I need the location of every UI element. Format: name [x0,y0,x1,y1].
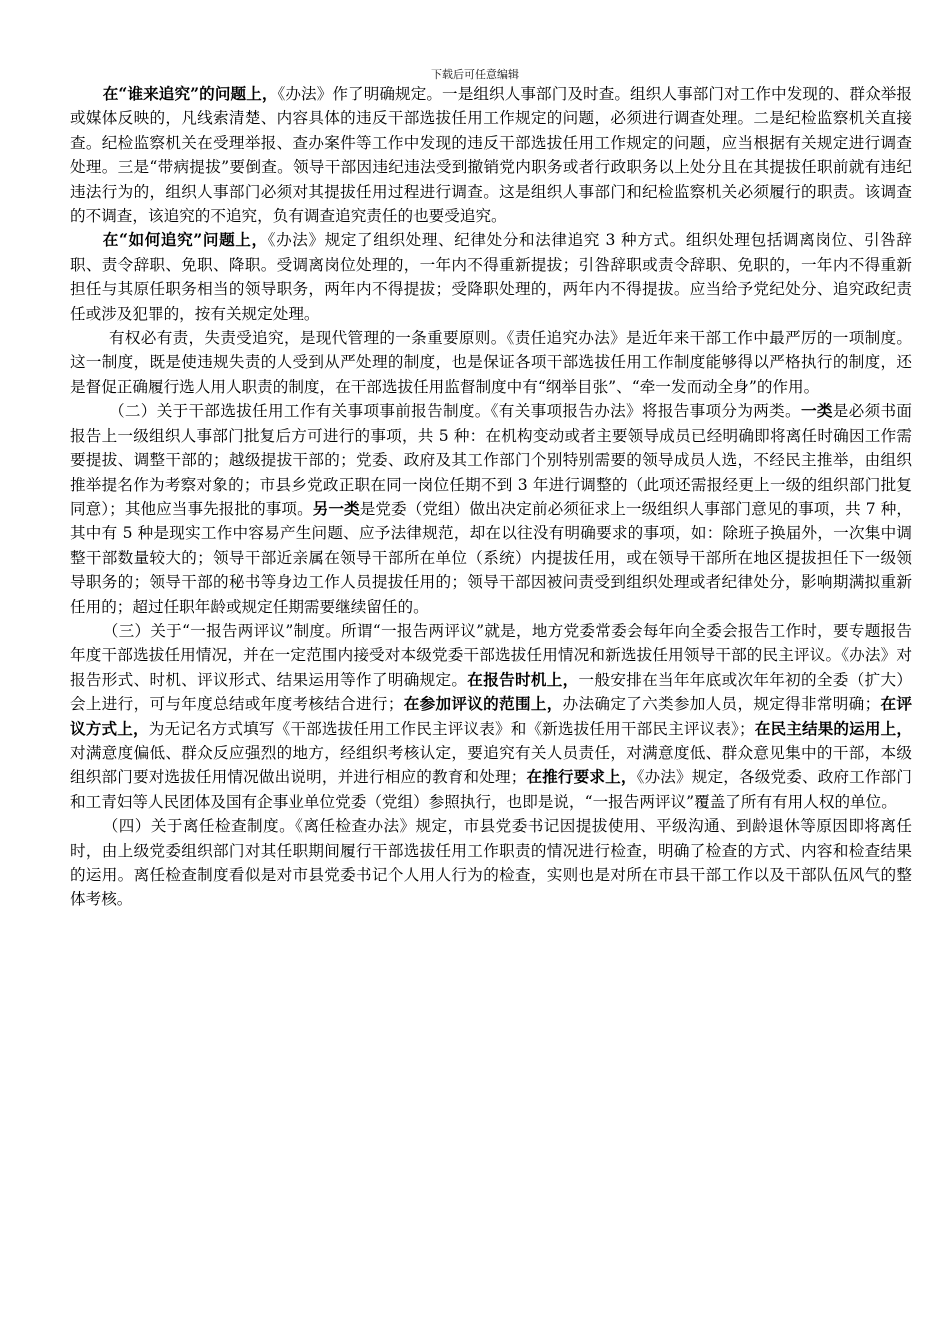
text-run: （四）关于离任检查制度。《离任检查办法》规定，市县党委书记因提拔使用、平级沟通、到龄退休等原因即将离任时，由上级党委组织部门对其任职期间履行干部选拔任用工作职责的情况进行检查，明确了检查的方式、内容和检查结果的运用。离任检查制度看似是对市县党委书记个人用人行为的检查，实则也是对所在市县干部工作以及干部队伍风气的整体考核。 [70,817,912,909]
text-run: （三）关于“一报告两评议”制度。所谓“一报告两评议”就是，地方党委常委会每年向全委会报告工作时，要专题报告年度干部选拔任用情况，并在一定范围内接受对本级党委干部选拔任用情况和新选拔任用领导干部的民主评议。《办法》对报告形式、时机、评议形式、结果运用等作了明确规定。 [70,621,912,689]
bold-run: 在评议方式上， [70,694,912,738]
bold-run: 在“谁来追究”的问题上， [102,84,278,103]
paragraph-accountability-principle [70,326,912,399]
text-run: （二）关于干部选拔任用工作有关事项事前报告制度。《有关事项报告办法》将报告事项分为两类。 [109,402,801,421]
bold-run: 一类 [800,401,833,421]
text-run: 是必须书面报告上一级组织人事部门批复后方可进行的事项，共 5 种：在机构变动或者主要领导成员已经明确即将离任时确因工作需要提拔、调整干部的；越级提拔干部的；党委、政府及其工作部门个别特别需要的领导成员人选，不经民主推举，由组织推举提名作为考察对象的；市县乡党政正职在同一岗位任期不到 3 年进行调整的（此项还需报经更上一级的组织部门批复同意）；其他应当事先报批的事项。 [70,402,912,518]
paragraph-prior-report-system [70,399,912,619]
bold-run: 在参加评议的范围上， [403,694,563,714]
paragraph-one-report-two-reviews [70,619,912,814]
text-run: 办法确定了六类参加人员，规定得非常明确； [562,695,881,714]
bold-run: 在报告时机上， [467,669,579,689]
text-run: 《办法》规定了组织处理、纪律处分和法律追究 3 种方式。组织处理包括调离岗位、引咎辞职、责令辞职、免职、降职。受调离岗位处理的，一年内不得重新提拔；引咎辞职或责令辞职、免职的，一年内不得重新担任与其原任职务相当的领导职务，两年内不得提拔；受降职处理的，两年内不得提拔。应当给予党纪处分、追究政纪责任或涉及犯罪的，按有关规定处理。 [70,231,912,323]
text-run: 《办法》规定，各级党委、政府工作部门和工青妇等人民团体及国有企事业单位党委（党组）参照执行，也即是说，“一报告两评议”覆盖了所有有用人权的单位。 [70,768,912,811]
bold-run: 在民主结果的运用上， [754,718,912,738]
document-body [70,82,912,912]
text-run: 有权必有责，失责受追究，是现代管理的一条重要原则。《责任追究办法》是近年来干部工作中最严厉的一项制度。这一制度，既是使违规失责的人受到从严处理的制度，也是保证各项干部选拔任用工作制度能够得以严格执行的制度，还是督促正确履行选人用人职责的制度，在干部选拔任用监督制度中有“纲举目张”、“牵一发而动全身”的作用。 [70,329,912,396]
page-header: 下载后可任意编辑 [431,68,519,81]
text-run: 一般安排在当年年底或次年年初的全委（扩大）会上进行，可与年度总结或年度考核结合进行； [70,670,912,714]
paragraph-how-to-investigate [70,228,912,326]
text-run: 为无记名方式填写《干部选拔任用工作民主评议表》和《新选拔任用干部民主评议表》； [148,719,755,738]
text-run: 是党委（党组）做出决定前必须征求上一级组织人事部门意见的事项，共 7 种，其中有 5 种是现实工作中容易产生问题、应予法律规范，却在以往没有明确要求的事项，如：除班子换届外，一次集中调整干部数量较大的；领导干部近亲属在领导干部所在单位（系统）内提拔任用，或在领导干部所在地区提拔担任下一级领导职务的；领导干部的秘书等身边工作人员提拔任用的；领导干部因被问责受到组织处理或者纪律处分，影响期满拟重新任用的；超过任职年龄或规定任期需要继续留任的。 [70,499,912,616]
bold-run: 在“如何追究”问题上， [102,230,268,250]
bold-run: 另一类 [312,498,360,518]
text-run: 对满意度偏低、群众反应强烈的地方，经组织考核认定，要追究有关人员责任，对满意度低、群众意见集中的干部，本级组织部门要对选拔任用情况做出说明，并进行相应的教育和处理； [70,743,912,787]
bold-run: 在推行要求上， [526,767,637,787]
paragraph-who-investigates [70,82,912,228]
text-run: 《办法》作了明确规定。一是组织人事部门及时查。组织人事部门对工作中发现的、群众举报或媒体反映的，凡线索清楚、内容具体的违反干部选拔任用工作规定的问题，必须进行调查处理。二是纪检监察机关直接查。纪检监察机关在受理举报、查办案件等工作中发现的违反干部选拔任用工作规定的问题，应当根据有关规定进行调查处理。三是“带病提拔”要倒查。领导干部因违纪违法受到撤销党内职务或者行政职务以上处分且在其提拔任职前就有违纪违法行为的，组织人事部门必须对其提拔任用过程进行调查。这是组织人事部门和纪检监察机关必须履行的职责。该调查的不调查，该追究的不追究，负有调查追究责任的也要受追究。 [70,85,912,226]
paragraph-departure-inspection [70,814,912,912]
